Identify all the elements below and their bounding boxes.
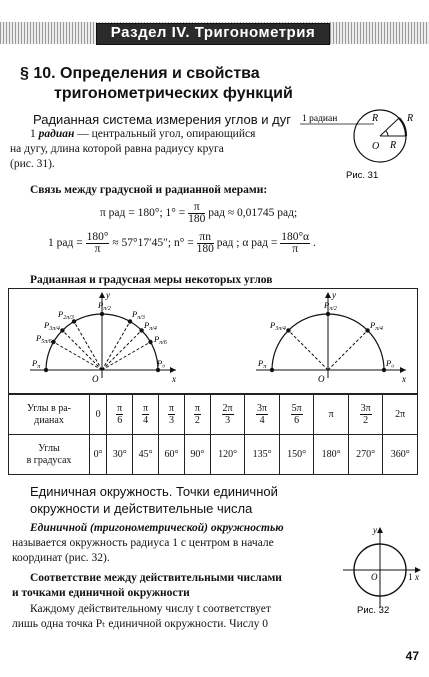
page-number: 47 — [405, 649, 419, 663]
fig31-R1: R — [372, 113, 379, 124]
subhead-correspondence — [12, 571, 282, 601]
table-row-degrees — [9, 435, 418, 475]
para-line1: Каждому действительному числу t соответствует — [30, 603, 271, 615]
left-semicircle — [30, 290, 176, 384]
unit-def-line2: называется окружность радиуса 1 с центром в начале — [12, 537, 274, 549]
left-x-arrow — [170, 367, 176, 373]
svg-text:P5π/6: $P_{5\pi/6}$ — [36, 333, 52, 345]
unit-circle-definition — [12, 521, 337, 566]
formula2-part-d: . — [312, 237, 316, 250]
rad-cell-0 — [90, 395, 107, 435]
rad-cell-3 — [159, 395, 185, 435]
frac-num: 180° — [86, 231, 109, 243]
deg-cell-9: 270° — [348, 435, 383, 475]
ray-pi4 — [102, 330, 142, 370]
frac-den: π — [292, 243, 299, 255]
svg-text:y: y — [106, 290, 110, 300]
svg-text:y: y — [332, 290, 336, 300]
rad-num: 3π — [257, 403, 268, 414]
deg-cell-4: 90° — [184, 435, 210, 475]
rad-cell-5 — [210, 395, 245, 435]
deg-cell-8: 180° — [314, 435, 349, 475]
ray-5pi6 — [54, 342, 103, 370]
formula1-fraction — [188, 202, 205, 225]
ray-pi4-right — [328, 330, 368, 370]
fig32-one-label: 1 — [408, 572, 413, 582]
subhead-radian-system: Радианная система измерения углов и дуг — [33, 112, 291, 127]
svg-text:Pπ/6: $P_{\pi/6}$ — [154, 334, 167, 346]
fig31-label: 1 радиан — [302, 114, 338, 124]
def-line3: (рис. 31). — [10, 158, 55, 170]
fig31-angle-arc — [386, 131, 388, 136]
rad-cell-9 — [348, 395, 383, 435]
rad-den: 2 — [363, 415, 369, 426]
ray-pi6 — [102, 342, 151, 370]
frac-num: 180°α — [281, 231, 310, 243]
svg-text:Pπ: $P_\pi$ — [32, 358, 41, 370]
angles-table — [8, 394, 418, 475]
rad-num: 3π — [360, 403, 371, 414]
formula2-fraction2 — [197, 232, 214, 255]
svg-text:P₀: P₀ — [386, 358, 395, 368]
svg-text:O: O — [318, 374, 325, 384]
radian-definition — [10, 127, 300, 172]
fig31-R2: R — [407, 113, 414, 124]
para-line2: лишь одна точка Pₜ единичной окружности. Числу 0 — [12, 618, 268, 630]
deg-cell-5: 120° — [210, 435, 245, 475]
rad-value: 0 — [95, 409, 101, 420]
svg-text:P2π/3: $P_{2\pi/3}$ — [58, 309, 74, 321]
rad-cell-8 — [314, 395, 349, 435]
formula2-fraction1 — [86, 232, 110, 255]
fig31-O: O — [372, 141, 380, 152]
rad-den: 6 — [294, 415, 300, 426]
subhead4-line2: окружности и действительные числа — [30, 501, 253, 516]
rad-den: 2 — [194, 415, 200, 426]
fig31-caption: Рис. 31 — [346, 170, 379, 181]
ray-2pi3 — [74, 322, 102, 371]
deg-cell-7: 150° — [279, 435, 314, 475]
def-number: 1 — [30, 128, 36, 140]
right-y-arrow — [325, 292, 331, 298]
rad-num: π — [143, 403, 149, 414]
formula1-part-a: π рад = 180°; 1° = — [100, 207, 186, 220]
subhead-degree-radian: Связь между градусной и радианной мерами: — [30, 184, 268, 196]
rad-num: 5π — [291, 403, 302, 414]
rad-cell-4 — [184, 395, 210, 435]
frac-den: π — [94, 243, 101, 255]
rad-cell-2 — [133, 395, 159, 435]
correspondence-paragraph — [12, 602, 332, 632]
frac-num: πn — [197, 232, 214, 244]
rad-den: 3 — [225, 415, 231, 426]
fig32-O-label: O — [371, 572, 378, 582]
fig32-y-label: y — [373, 525, 377, 535]
deg-cell-1: 30° — [107, 435, 133, 475]
rad-cell-6 — [245, 395, 280, 435]
ray-pi3 — [102, 322, 130, 371]
subhead4-line1: Единичная окружность. Точки единичной — [30, 484, 278, 499]
section-title-line1: § 10. Определения и свойства — [20, 65, 260, 82]
unit-def-term: Единичной (тригонометрической) окружностью — [30, 522, 284, 534]
semicircle-diagrams — [8, 288, 418, 394]
banner-title: Раздел IV. Тригонометрия — [110, 24, 316, 41]
svg-text:P₀: P₀ — [157, 358, 166, 368]
subhead5-line2: и точками единичной окружности — [12, 587, 190, 599]
figure-31 — [300, 104, 425, 186]
subhead5-line1: Соответствие между действительными числами — [30, 572, 282, 584]
unit-def-line3: координат (рис. 32). — [12, 552, 110, 564]
svg-text:Pπ/2: $P_{\pi/2}$ — [98, 300, 111, 312]
head-line2: в градусах — [26, 454, 72, 466]
deg-cell-2: 45° — [133, 435, 159, 475]
table-head-degrees — [9, 435, 90, 475]
rad-value: π — [328, 409, 334, 420]
svg-text:Pπ/2: $P_{\pi/2}$ — [324, 300, 337, 312]
section-title-line2: тригонометрических функций — [54, 85, 293, 102]
def-term: радиан — [38, 128, 75, 140]
rad-den: 4 — [259, 415, 265, 426]
svg-text:Pπ/4: $P_{\pi/4}$ — [370, 320, 383, 332]
ray-3pi4-right — [288, 330, 328, 370]
deg-cell-0: 0° — [90, 435, 107, 475]
frac-den: 180 — [196, 243, 214, 255]
frac-den: 180 — [188, 213, 206, 225]
subhead-angle-measures: Радианная и градусная меры некоторых углов — [30, 274, 273, 286]
figure-32 — [335, 522, 425, 618]
svg-text:x: x — [402, 374, 406, 384]
right-semicircle — [256, 290, 406, 384]
section-title — [20, 64, 320, 104]
rad-cell-10 — [383, 395, 418, 435]
rad-num: π — [168, 403, 174, 414]
frac-num: π — [188, 202, 205, 214]
deg-cell-3: 60° — [159, 435, 185, 475]
svg-text:x: x — [172, 374, 176, 384]
svg-text:Pπ: $P_\pi$ — [258, 358, 267, 370]
formula-2 — [48, 232, 316, 255]
formula2-part-c: рад ; α рад = — [216, 237, 278, 250]
table-head-radians — [9, 395, 90, 435]
formula2-part-b: ≈ 57°17′45″; n° = — [112, 237, 194, 250]
fig32-x-label: x — [415, 572, 419, 582]
fig32-y-arrow — [377, 527, 383, 533]
ray-3pi4 — [62, 330, 102, 370]
rad-num: π — [194, 403, 200, 414]
svg-text:O: O — [92, 374, 99, 384]
rad-cell-7 — [279, 395, 314, 435]
formula1-part-b: рад ≈ 0,01745 рад; — [208, 207, 298, 220]
svg-text:Pπ/4: $P_{\pi/4}$ — [144, 320, 157, 332]
rad-value: 2π — [395, 409, 406, 420]
fig31-arc — [399, 118, 406, 136]
rad-num: π — [117, 403, 123, 414]
left-y-arrow — [99, 292, 105, 298]
def-rest: — центральный угол, опирающийся — [74, 128, 256, 140]
deg-cell-10: 360° — [383, 435, 418, 475]
rad-cell-1 — [107, 395, 133, 435]
right-x-arrow — [400, 367, 406, 373]
svg-text:Pπ/3: $P_{\pi/3}$ — [132, 309, 145, 321]
fig32-caption: Рис. 32 — [357, 605, 390, 616]
head-line1: Углы в ра- — [27, 402, 71, 414]
subhead-unit-circle — [30, 483, 278, 517]
rad-den: 4 — [143, 415, 149, 426]
formula2-fraction3 — [280, 232, 310, 255]
svg-text:P3π/4: $P_{3\pi/4}$ — [270, 320, 286, 332]
rad-num: 2π — [222, 403, 233, 414]
chapter-banner — [0, 22, 429, 44]
fig31-R3: R — [390, 140, 397, 151]
head-line2: дианах — [34, 414, 64, 426]
deg-cell-6: 135° — [245, 435, 280, 475]
formula-1 — [100, 202, 297, 225]
formula2-part-a: 1 рад = — [48, 237, 83, 250]
table-row-radians — [9, 395, 418, 435]
rad-den: 6 — [117, 415, 123, 426]
head-line1: Углы — [38, 442, 60, 454]
def-line2: на дугу, длина которой равна радиусу круга — [10, 143, 224, 155]
fig31-radius-a — [380, 118, 399, 136]
rad-den: 3 — [168, 415, 174, 426]
svg-text:P3π/4: $P_{3\pi/4}$ — [44, 320, 60, 332]
